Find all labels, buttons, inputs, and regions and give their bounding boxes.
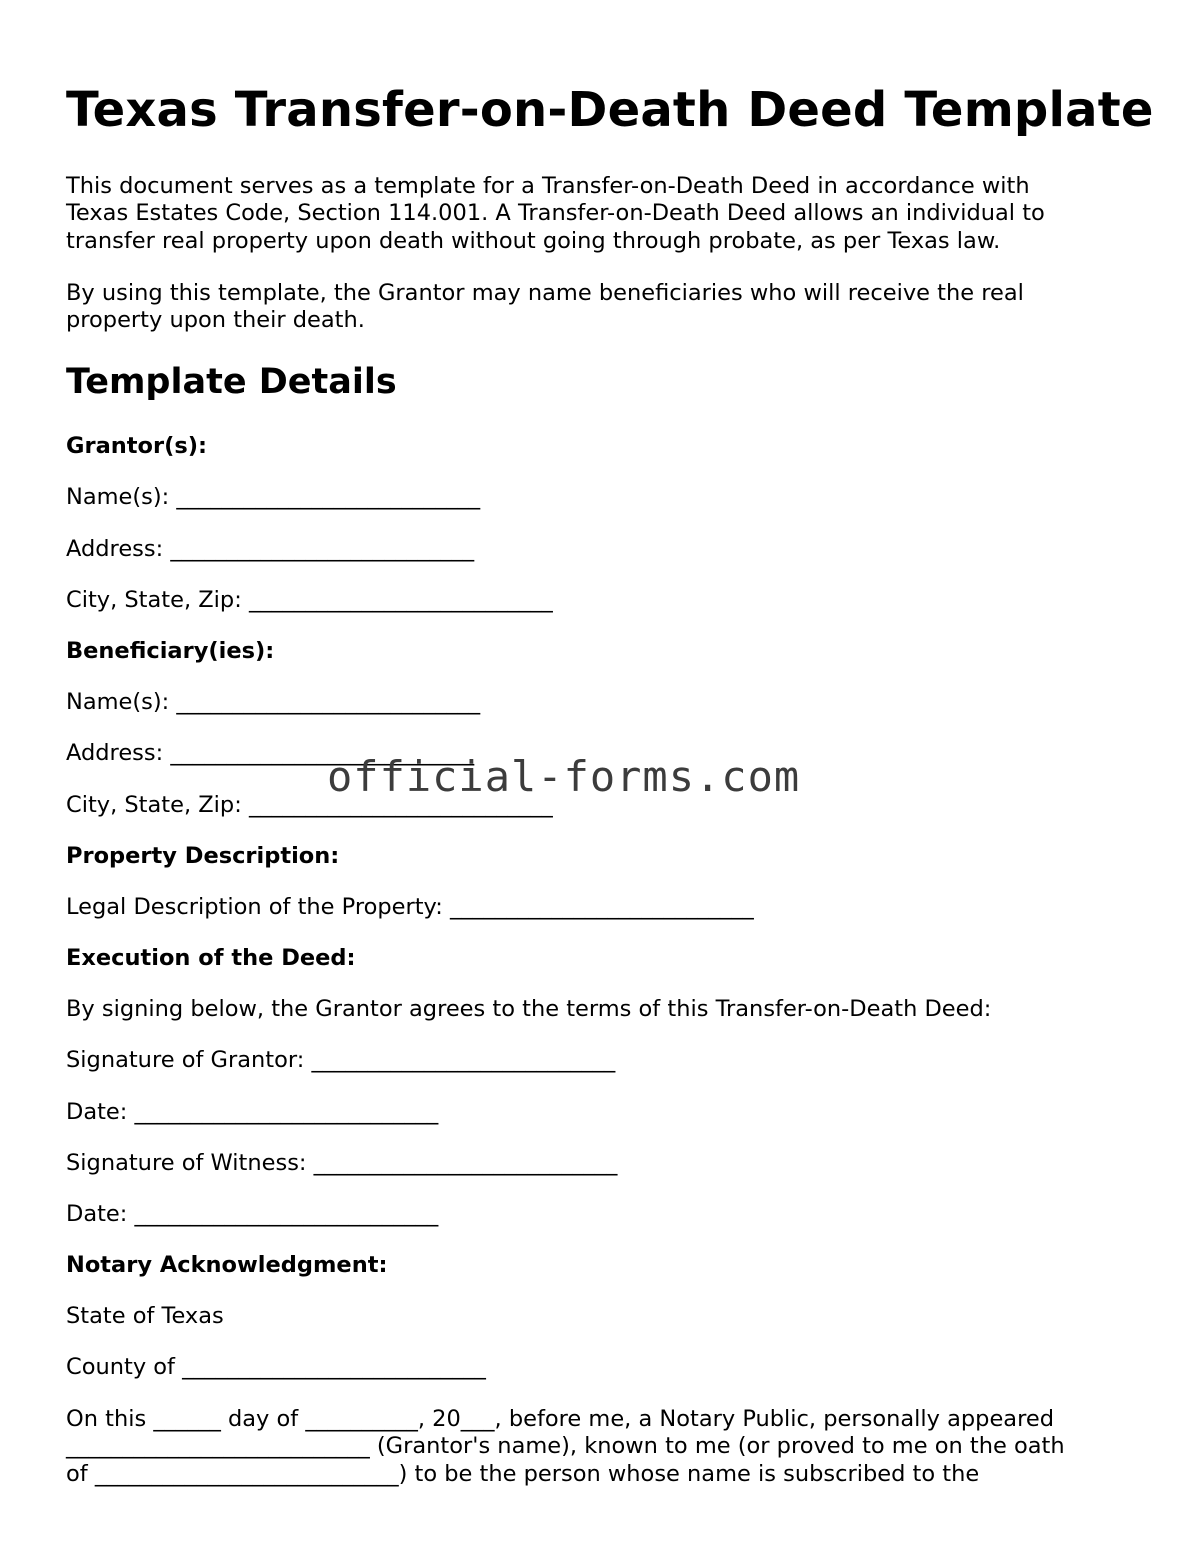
execution-statement: By signing below, the Grantor agrees to the terms of this Transfer-on-Death Deed: xyxy=(66,996,992,1022)
intro-line: By using this template, the Grantor may name beneficiaries who will receive the real xyxy=(66,280,1024,306)
notary-county-field: County of ___________________________ xyxy=(66,1354,486,1380)
intro-line: property upon their death. xyxy=(66,307,365,333)
grantor-heading: Grantor(s): xyxy=(66,433,208,459)
property-legal-field: Legal Description of the Property: ___________________________ xyxy=(66,894,754,920)
witness-signature-field: Signature of Witness: ___________________________ xyxy=(66,1150,618,1176)
notary-text-line: of ___________________________) to be the person whose name is subscribed to the xyxy=(66,1461,980,1487)
section-title: Template Details xyxy=(66,362,397,402)
grantor-date-field: Date: ___________________________ xyxy=(66,1099,439,1125)
notary-text-line: ___________________________ (Grantor's name), known to me (or proved to me on the oath xyxy=(66,1433,1065,1459)
notary-state: State of Texas xyxy=(66,1303,224,1329)
grantor-name-field: Name(s): ___________________________ xyxy=(66,484,481,510)
beneficiary-name-field: Name(s): ___________________________ xyxy=(66,689,481,715)
property-heading: Property Description: xyxy=(66,843,340,869)
beneficiary-heading: Beneficiary(ies): xyxy=(66,638,275,664)
grantor-address-field: Address: ___________________________ xyxy=(66,536,475,562)
page-title: Texas Transfer-on-Death Deed Template xyxy=(66,82,1154,138)
watermark: official-forms.com xyxy=(327,752,801,801)
witness-date-field: Date: ___________________________ xyxy=(66,1201,439,1227)
notary-heading: Notary Acknowledgment: xyxy=(66,1252,388,1278)
grantor-signature-field: Signature of Grantor: ___________________________ xyxy=(66,1047,616,1073)
intro-line: transfer real property upon death without going through probate, as per Texas law. xyxy=(66,228,1001,254)
notary-text-line: On this ______ day of __________, 20___, before me, a Notary Public, personally appeared xyxy=(66,1406,1054,1432)
intro-line: This document serves as a template for a Transfer-on-Death Deed in accordance with xyxy=(66,173,1030,199)
grantor-city-field: City, State, Zip: ___________________________ xyxy=(66,587,553,613)
beneficiary-city-field: City, State, Zip: ___________________________ xyxy=(66,792,553,818)
execution-heading: Execution of the Deed: xyxy=(66,945,356,971)
beneficiary-address-field: Address: ___________________________ xyxy=(66,740,475,766)
intro-line: Texas Estates Code, Section 114.001. A Transfer-on-Death Deed allows an individual to xyxy=(66,200,1045,226)
